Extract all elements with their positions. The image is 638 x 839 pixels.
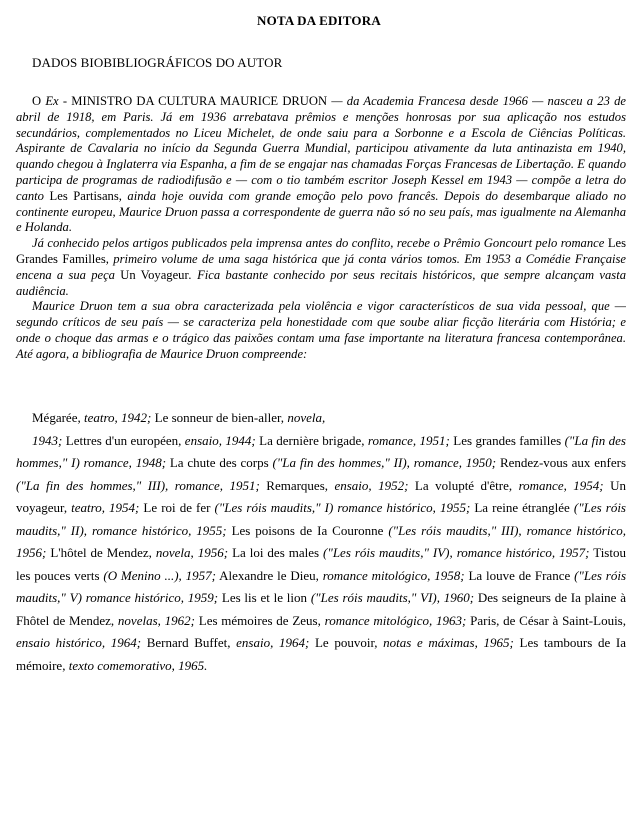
p1-song-title: Les Partisans	[49, 188, 119, 203]
p3-text: Maurice Druon tem a sua obra caracterizada pela violência e vigor característicos de sua vida pessoal, que — segundo críticos de seu país — se caracteriza pela honestidade com que soube aliar ficção literária com História; e onde o choque das armas e o trágico das paixões contam uma fase importante na literatura francesa contemporânea. Até agora, a bibliografia de Maurice Druon compreende:	[16, 299, 626, 361]
p1-mid: - MINISTRO DA CULTURA MAURICE DRUON	[58, 94, 332, 108]
work-desc: , teatro, 1942;	[77, 410, 152, 425]
p2-text3: . Fica bastante conhecido por seus recitais históricos, que sempre alcançam vasta audiência.	[16, 267, 626, 298]
work-desc: ensaio, 1964;	[236, 635, 310, 650]
work-title: Les poisons de Ia Couronne	[226, 522, 389, 538]
work-desc: ensaio, 1952;	[334, 477, 409, 493]
work-title: Alexandre le Dieu,	[216, 567, 323, 583]
work-title: Des seigneurs de Ia plaine à Fhôtel de Mendez,	[16, 590, 626, 628]
work-title: La volupté d'être,	[408, 477, 519, 493]
work-title: Lettres d'un européen,	[62, 432, 185, 448]
work-title: Mégarée	[32, 410, 78, 425]
work-title: Rendez-vous aux enfers	[496, 455, 626, 470]
biography-text	[16, 94, 626, 363]
work-title: Bernard Buffet,	[141, 635, 237, 650]
work-desc: ensaio, 1944;	[184, 432, 256, 448]
work-title: Les grandes familles	[449, 432, 565, 448]
work-title: Tistou les pouces verts	[16, 545, 626, 583]
p2-book1: Les Grandes Familles	[16, 236, 626, 266]
work-desc: ensaio histórico, 1964;	[16, 635, 142, 650]
work-title: Le roi de fer	[139, 500, 215, 515]
biography-paragraph-2	[16, 236, 626, 299]
page-title: NOTA DA EDITORA	[257, 13, 381, 28]
work-title: Paris, de César à Saint-Louis,	[466, 612, 626, 628]
work-title: Le pouvoir,	[309, 635, 384, 650]
biography-paragraph-1	[16, 94, 626, 236]
work-desc: ("La fin des hommes," I) romance, 1948;	[16, 432, 626, 470]
work-desc: texto comemorativo, 1965.	[68, 657, 208, 673]
work-desc: romance, 1954;	[518, 477, 604, 493]
work-desc: ("Les róis maudits," VI), 1960;	[310, 590, 475, 605]
section-subtitle: DADOS BIOBIBLIOGRÁFICOS DO AUTOR	[32, 55, 283, 70]
work-desc: ("La fin des hommes," III), romance, 1951;	[16, 477, 260, 493]
p1-text2: , ainda hoje ouvida com grande emoção pelo povo francês. Depois do desembarque aliado no continente europeu, Maurice Druon passa a correspondente de guerra não só no seu país, mas igualmente na Alemanha e Holanda.	[16, 188, 626, 235]
work-desc: ("La fin des hommes," II), romance, 1950;	[272, 455, 497, 470]
work-desc: ("Les róis maudits," I) romance histórico, 1955;	[214, 500, 471, 515]
work-title: La louve de France	[464, 567, 575, 583]
work-desc: ("Les róis maudits," III), romance histórico, 1956;	[16, 522, 626, 560]
work-title: Remarques,	[259, 477, 335, 493]
work-title: La chute des corps	[166, 455, 273, 470]
work-desc: novela,	[287, 410, 326, 425]
work-title: Les tambours de Ia mémoire,	[16, 635, 626, 673]
work-desc: (O Menino ...), 1957;	[103, 567, 216, 583]
work-title: Les mémoires de Zeus,	[194, 612, 325, 628]
work-desc: notas e máximas, 1965;	[383, 635, 514, 650]
p1-lead: O	[32, 94, 46, 108]
p1-text1: — da Academia Francesa desde 1966 — nasceu a 23 de abril de 1918, em Paris. Já em 1936 arrebatava prêmios e menções honrosas por sua aplicação nos estudos secundários, complementados no Liceu Michelet, de onde saiu para a Sorbonne e a Escola de Ciências Políticas. Aspirante de Cavalaria no início da Segunda Guerra Mundial, participou ativamente da luta antinazista em 1940, quando chegou à Inglaterra via Espanha, a fim de se engajar nas chamadas Forças Francesas de Libertação. E quando participa de programas de radiodifusão e — com o tio também escritor Joseph Kessel em 1943 — compõe a letra do canto	[16, 94, 627, 203]
work-title: Un voyageur,	[16, 477, 626, 515]
bibliography-paragraph	[16, 407, 626, 430]
work-title: Le sonneur de bien-aller,	[151, 410, 288, 425]
work-title: L'hôtel de Mendez,	[46, 545, 156, 560]
p2-text2: , primeiro volume de uma saga histórica que já conta vários tomos. Em 1953 a Comédie Française encena a sua peça	[16, 251, 626, 282]
work-title: La loi des males	[228, 545, 324, 560]
p1-ex: Ex	[45, 94, 59, 108]
work-desc: ("Les róis maudits," V) romance histórico, 1959;	[16, 567, 627, 605]
work-desc: 1943;	[32, 432, 63, 448]
bibliography-works	[16, 430, 626, 678]
biography-paragraph-3	[16, 299, 626, 362]
work-desc: novelas, 1962;	[117, 612, 195, 628]
work-desc: ("Les róis maudits," II), romance histórico, 1955;	[16, 500, 626, 538]
work-desc: romance, 1951;	[367, 432, 450, 448]
work-desc: romance mitológico, 1963;	[324, 612, 467, 628]
work-desc: romance mitológico, 1958;	[322, 567, 465, 583]
work-desc: novela, 1956;	[155, 545, 229, 560]
p2-text1: Já conhecido pelos artigos publicados pela imprensa antes do conflito, recebe o Prêmio Goncourt pelo romance	[32, 236, 608, 251]
p2-book2: Un Voyageur	[120, 267, 189, 282]
work-title: La dernière brigade,	[255, 432, 368, 448]
bibliography-list	[16, 407, 626, 677]
work-desc: teatro, 1954;	[71, 500, 140, 515]
work-desc: ("Les róis maudits," IV), romance histórico, 1957;	[323, 545, 590, 560]
work-title: Les lis et le lion	[218, 590, 311, 605]
work-title: La reine étranglée	[470, 500, 574, 515]
